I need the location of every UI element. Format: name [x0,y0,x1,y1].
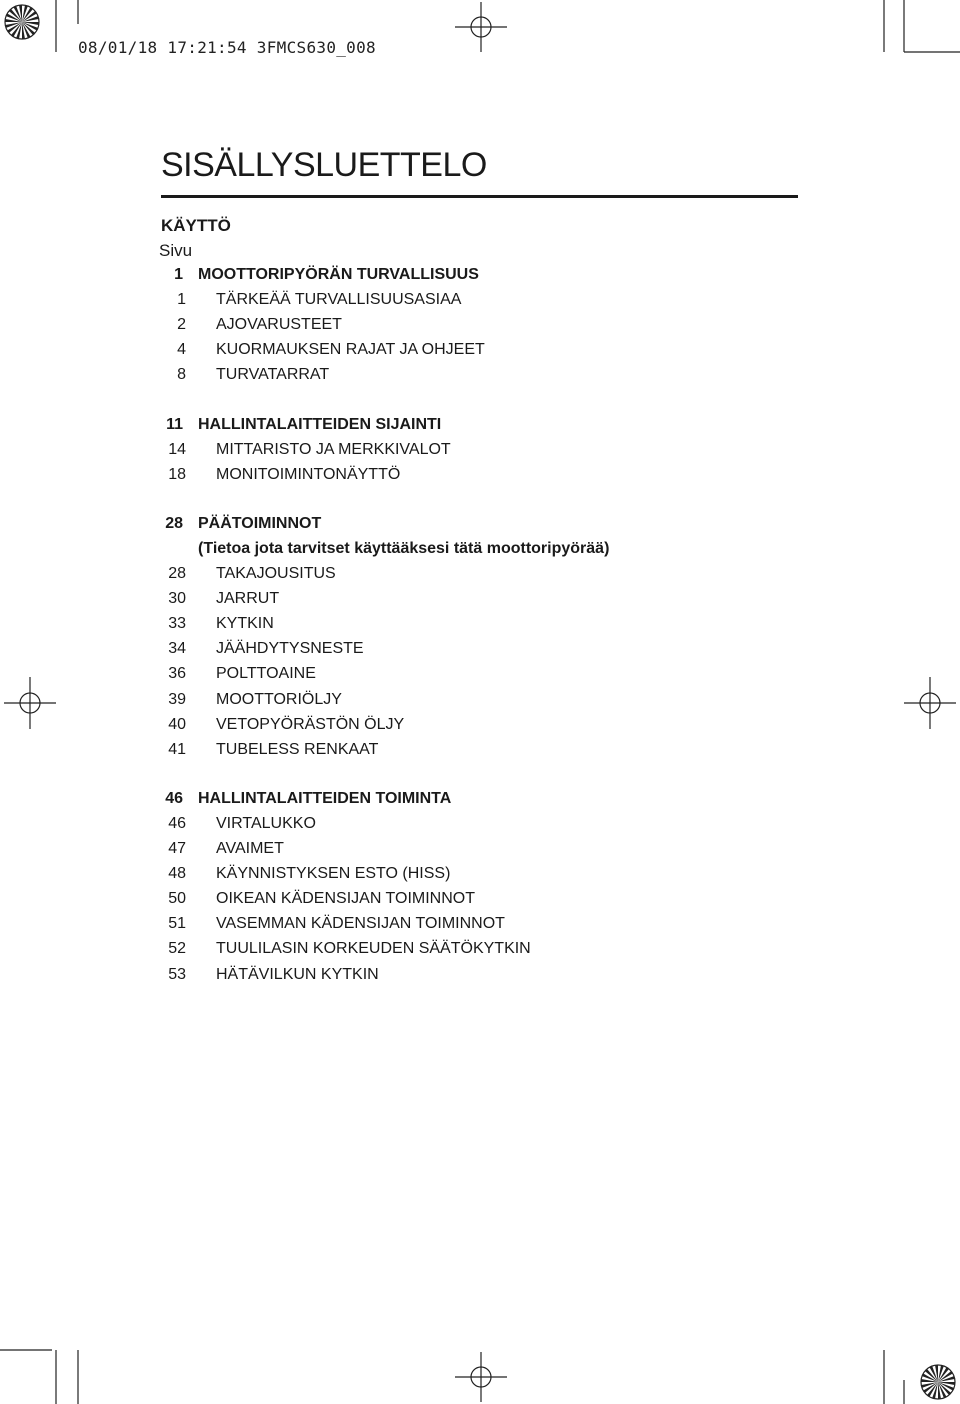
toc-page-number: 39 [168,690,186,708]
toc-item [0,838,960,860]
title-rule [161,195,798,198]
toc-page-number: 34 [168,640,186,658]
toc-item [0,888,960,910]
print-info: 08/01/18 17:21:54 3FMCS630_008 [78,38,376,57]
toc-item [0,663,960,685]
toc-page-number: 4 [177,341,186,359]
registration-starburst-bottom-right [921,1365,955,1399]
toc-item [0,689,960,711]
toc-entry-label: HALLINTALAITTEIDEN SIJAINTI [198,415,442,433]
toc-item [0,913,960,935]
toc-page-number: 36 [168,665,186,683]
toc-page-number: 51 [168,915,186,933]
toc-item [0,464,960,486]
toc-page-number: 33 [168,615,186,633]
toc-entry-label: KÄYNNISTYKSEN ESTO (HISS) [216,865,451,883]
toc-entry-label: KYTKIN [216,615,274,633]
toc-entry-label: JÄÄHDYTYSNESTE [216,640,364,658]
toc-item [0,563,960,585]
toc-page-number: 18 [168,465,186,483]
toc-page-number: 28 [165,514,183,532]
toc-entry-label: (Tietoa jota tarvitset käyttääksesi tätä moottoripyörää) [198,539,610,557]
toc-entry-label: MOOTTORIÖLJY [216,690,342,708]
toc-entry-label: TURVATARRAT [216,366,330,384]
toc-entry-label: TÄRKEÄÄ TURVALLISUUSASIAA [216,291,462,309]
toc-entry-label: OIKEAN KÄDENSIJAN TOIMINNOT [216,890,476,908]
toc-item [0,964,960,986]
toc-entry-label: TAKAJOUSITUS [216,565,336,582]
toc-page-number: 40 [168,715,186,733]
toc-item [0,863,960,885]
toc-section-heading [0,264,960,286]
toc-page-number: 48 [168,865,186,883]
toc-item [0,938,960,960]
toc-section-heading [0,788,960,810]
crosshair-top-center [455,2,507,52]
toc-item [0,588,960,610]
toc-item [0,364,960,386]
toc-item [0,638,960,660]
toc-item [0,613,960,635]
toc-entry-label: AVAIMET [216,840,284,857]
toc-page-number: 50 [168,890,186,908]
toc-entry-label: VETOPYÖRÄSTÖN ÖLJY [216,715,405,733]
toc-page-number: 41 [168,740,186,758]
toc-item [0,439,960,461]
toc-entry-label: PÄÄTOIMINNOT [198,514,322,532]
toc-item [0,314,960,336]
toc-section-heading [0,414,960,436]
toc-page-number: 46 [165,789,183,807]
toc-entry-label: KUORMAUKSEN RAJAT JA OHJEET [216,341,485,359]
toc-entry-label: MOOTTORIPYÖRÄN TURVALLISUUS [198,266,479,283]
toc-entry-label: HÄTÄVILKUN KYTKIN [216,965,379,983]
toc-entry-label: AJOVARUSTEET [216,316,342,334]
toc-page-number: 8 [177,366,186,384]
toc-page-number: 52 [168,940,186,958]
toc-entry-label: MITTARISTO JA MERKKIVALOT [216,440,451,458]
toc-entry-label: MONITOIMINTONÄYTTÖ [216,465,401,483]
toc-section-subheading [0,538,960,560]
toc-item [0,339,960,361]
crosshair-bottom-center [455,1352,507,1402]
toc-item [0,813,960,835]
part-title: KÄYTTÖ [161,216,231,235]
toc-entry-label: VASEMMAN KÄDENSIJAN TOIMINNOT [216,915,505,933]
crop-marks-bottom [0,1350,904,1404]
toc-item [0,289,960,311]
toc-entry-label: POLTTOAINE [216,665,316,683]
toc-entry-label: VIRTALUKKO [216,814,316,832]
registration-starburst-top-left [5,5,39,39]
toc-entry-label: TUBELESS RENKAAT [216,740,379,758]
toc-entry-label: HALLINTALAITTEIDEN TOIMINTA [198,789,452,807]
toc-item [0,739,960,761]
toc-page-number: 2 [177,316,186,334]
toc-page-number: 46 [168,814,186,832]
toc-page-number: 1 [177,291,186,309]
toc-page-number: 47 [168,840,186,857]
toc-section-heading [0,513,960,535]
page-title: SISÄLLYSLUETTELO [161,146,487,184]
toc-item [0,714,960,736]
toc-page-number: 30 [168,590,186,608]
toc-entry-label: JARRUT [216,590,280,608]
toc-page-number: 28 [168,565,186,582]
toc-page-number: 11 [166,415,183,433]
toc-page-number: 53 [168,965,186,983]
toc-entry-label: TUULILASIN KORKEUDEN SÄÄTÖKYTKIN [216,940,531,958]
page-column-label: Sivu [159,241,193,260]
toc-page-number: 1 [174,266,183,283]
toc-page-number: 14 [168,440,186,458]
